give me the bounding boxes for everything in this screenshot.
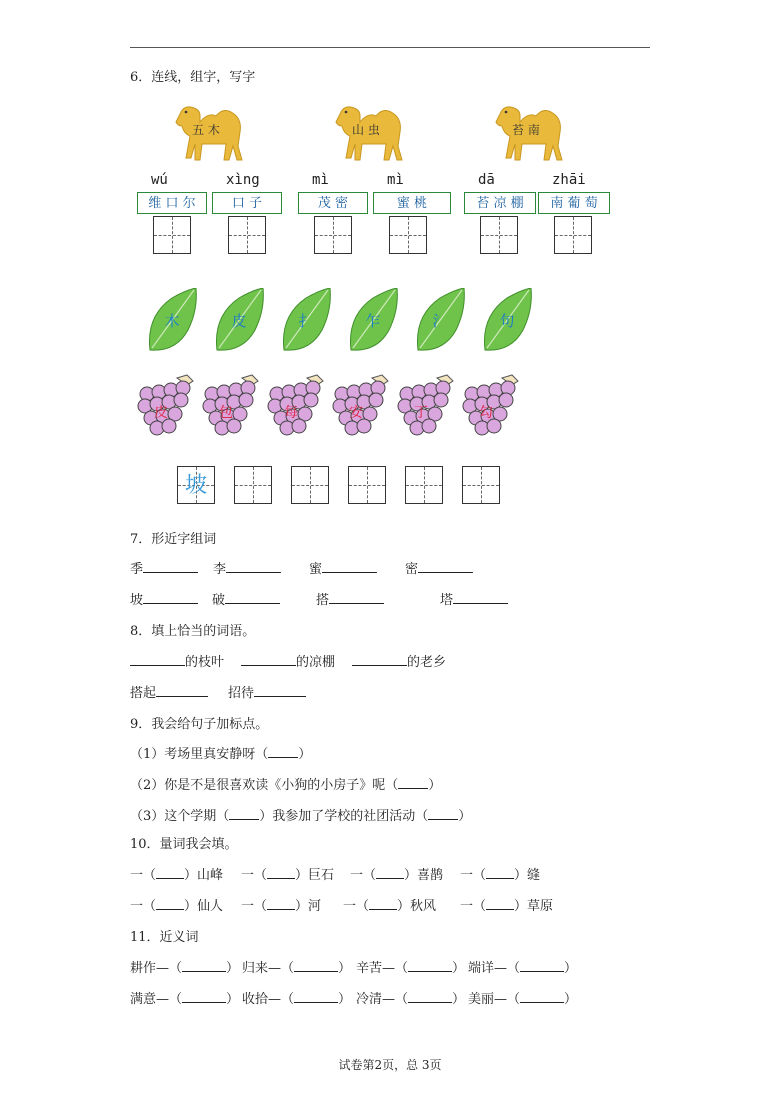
leaf-char: 皮 (231, 312, 247, 330)
noun-text: 仙人 (197, 899, 224, 914)
writing-grid[interactable] (153, 216, 191, 254)
noun-text: 喜鹊 (417, 868, 444, 883)
measure-word-item (460, 864, 540, 883)
camel-chars: 苔 南 (512, 123, 540, 137)
close-text: ） (184, 868, 198, 883)
sentence-text: ） (298, 747, 312, 762)
prefix-text: 一（ (241, 899, 268, 914)
measure-word-item (350, 864, 443, 883)
punctuation-sentence (130, 774, 441, 793)
grape-char: 包 (219, 405, 233, 421)
word-text: 归来—（ (242, 961, 295, 976)
word-pair (316, 589, 384, 608)
answer-blank[interactable] (143, 560, 198, 573)
phrase-text: 的老乡 (407, 655, 447, 670)
writing-grid[interactable] (405, 466, 443, 504)
fill-phrase (130, 651, 224, 670)
measure-word-item (241, 864, 334, 883)
sample-char: 坡 (184, 473, 207, 498)
word-text: 收拾—（ (242, 992, 295, 1007)
answer-blank[interactable] (520, 959, 564, 972)
measure-word-item (130, 864, 223, 883)
word-box[interactable]: 维 口 尔 (137, 192, 207, 214)
writing-grid[interactable] (462, 466, 500, 504)
close-text: ） (452, 961, 466, 976)
answer-blank[interactable] (329, 591, 384, 604)
writing-grid[interactable] (177, 466, 215, 504)
phrase-text: 的枝叶 (185, 655, 225, 670)
synonym-item (356, 988, 465, 1007)
answer-blank[interactable] (322, 560, 377, 573)
prefix-text: 一（ (460, 868, 487, 883)
close-text: ） (226, 992, 240, 1007)
sentence-text: （3）这个学期（ (130, 809, 230, 824)
grape-char: 皮 (154, 405, 168, 421)
close-text: ） (295, 868, 309, 883)
leaf-char: 句 (499, 312, 515, 330)
answer-blank[interactable] (408, 959, 452, 972)
writing-grid[interactable] (389, 216, 427, 254)
close-text: ） (514, 868, 528, 883)
page-footer: 试卷第2页，总 3页 (338, 1058, 442, 1072)
answer-blank[interactable] (254, 684, 306, 697)
noun-text: 秋风 (410, 899, 437, 914)
answer-blank[interactable] (267, 866, 295, 879)
answer-blank[interactable] (376, 866, 404, 879)
measure-word-item (130, 895, 223, 914)
answer-blank[interactable] (226, 560, 281, 573)
word-pair (130, 558, 198, 577)
answer-blank[interactable] (225, 591, 280, 604)
fill-phrase (228, 682, 306, 701)
leaf-char: 扌 (298, 312, 314, 330)
q9-title: 9．我会给句子加标点。 (130, 717, 269, 732)
q10-title: 10．量词我会填。 (130, 837, 238, 852)
word-pair (213, 558, 281, 577)
synonym-item (468, 988, 577, 1007)
given-char: 密 (405, 562, 419, 577)
punctuation-sentence (130, 743, 311, 762)
prefix-text: 一（ (350, 868, 377, 883)
prefix-text: 一（ (130, 899, 157, 914)
close-text: ） (338, 992, 352, 1007)
word-text: 辛苦—（ (356, 961, 409, 976)
leaf-char: 木 (164, 312, 180, 330)
word-text: 耕作—（ (130, 961, 183, 976)
writing-grid[interactable] (480, 216, 518, 254)
word-pair (440, 589, 508, 608)
close-text: ） (404, 868, 418, 883)
word-pair (309, 558, 377, 577)
writing-grid[interactable] (554, 216, 592, 254)
answer-blank[interactable] (241, 653, 296, 666)
given-char: 坡 (130, 593, 144, 608)
answer-blank[interactable] (156, 684, 208, 697)
answer-blank[interactable] (352, 653, 407, 666)
synonym-item (130, 988, 239, 1007)
answer-blank[interactable] (428, 807, 458, 820)
grape-char: 每 (284, 405, 298, 421)
pinyin-label: dā (478, 172, 495, 188)
measure-word-item (343, 895, 436, 914)
sentence-text: （1）考场里真安静呀（ (130, 747, 269, 762)
answer-blank[interactable] (156, 897, 184, 910)
answer-blank[interactable] (418, 560, 473, 573)
answer-blank[interactable] (486, 866, 514, 879)
answer-blank[interactable] (267, 897, 295, 910)
synonym-item (242, 957, 351, 976)
given-char: 李 (213, 562, 227, 577)
measure-word-item (241, 895, 321, 914)
synonym-item (468, 957, 577, 976)
pinyin-label: xìng (226, 172, 260, 188)
fill-phrase (241, 651, 335, 670)
pinyin-label: mì (312, 172, 329, 188)
fill-phrase (130, 682, 208, 701)
grape-char: 安 (349, 405, 363, 421)
word-box[interactable]: 苔 凉 棚 (464, 192, 536, 214)
sentence-text: ） (428, 778, 442, 793)
writing-grid[interactable] (314, 216, 352, 254)
close-text: ） (338, 961, 352, 976)
close-text: ） (397, 899, 411, 914)
answer-blank[interactable] (156, 866, 184, 879)
answer-blank[interactable] (520, 990, 564, 1003)
fill-phrase (352, 651, 446, 670)
answer-blank[interactable] (486, 897, 514, 910)
word-text: 冷清—（ (356, 992, 409, 1007)
writing-grid[interactable] (348, 466, 386, 504)
top-rule (130, 47, 650, 48)
noun-text: 河 (308, 899, 322, 914)
sentence-text: ）我参加了学校的社团活动（ (259, 809, 429, 824)
word-text: 美丽—（ (468, 992, 521, 1007)
noun-text: 草原 (527, 899, 554, 914)
noun-text: 山峰 (197, 868, 224, 883)
answer-blank[interactable] (229, 807, 259, 820)
noun-text: 缝 (527, 868, 541, 883)
q11-title: 11．近义词 (130, 930, 199, 945)
q8-title: 8．填上恰当的词语。 (130, 624, 256, 639)
answer-blank[interactable] (143, 591, 198, 604)
answer-blank[interactable] (294, 959, 338, 972)
prefix-text: 一（ (343, 899, 370, 914)
leaf-char: 氵 (432, 312, 448, 330)
q7-title: 7．形近字组词 (130, 532, 217, 547)
synonym-item (356, 957, 465, 976)
word-text: 满意—（ (130, 992, 183, 1007)
phrase-text: 招待 (228, 686, 255, 701)
prefix-text: 一（ (130, 868, 157, 883)
word-pair (212, 589, 280, 608)
answer-blank[interactable] (268, 745, 298, 758)
leaf-char: 乍 (365, 312, 381, 330)
answer-blank[interactable] (294, 990, 338, 1003)
prefix-text: 一（ (241, 868, 268, 883)
answer-blank[interactable] (408, 990, 452, 1003)
word-text: 端详—（ (468, 961, 521, 976)
prefix-text: 一（ (460, 899, 487, 914)
answer-blank[interactable] (453, 591, 508, 604)
answer-blank[interactable] (369, 897, 397, 910)
word-box[interactable]: 口 子 (212, 192, 282, 214)
close-text: ） (514, 899, 528, 914)
phrase-text: 搭起 (130, 686, 157, 701)
sentence-text: （2）你是不是很喜欢读《小狗的小房子》呢（ (130, 778, 399, 793)
answer-blank[interactable] (182, 990, 226, 1003)
close-text: ） (226, 961, 240, 976)
close-text: ） (295, 899, 309, 914)
pinyin-label: wú (151, 172, 168, 188)
synonym-item (130, 957, 239, 976)
pinyin-label: mì (387, 172, 404, 188)
given-char: 季 (130, 562, 144, 577)
writing-grid[interactable] (234, 466, 272, 504)
word-box[interactable]: 蜜 桃 (373, 192, 451, 214)
word-pair (130, 589, 198, 608)
given-char: 搭 (316, 593, 330, 608)
q6-title: 6．连线，组字，写字 (130, 70, 256, 85)
answer-blank[interactable] (182, 959, 226, 972)
writing-grid[interactable] (291, 466, 329, 504)
synonym-item (242, 988, 351, 1007)
measure-word-item (460, 895, 553, 914)
grape-char: 勾 (479, 405, 493, 421)
given-char: 塔 (440, 593, 454, 608)
close-text: ） (184, 899, 198, 914)
sentence-text: ） (458, 809, 472, 824)
word-box[interactable]: 茂 密 (298, 192, 368, 214)
close-text: ） (452, 992, 466, 1007)
writing-grid[interactable] (228, 216, 266, 254)
answer-blank[interactable] (130, 653, 185, 666)
grape-char: 丁 (414, 405, 428, 421)
phrase-text: 的凉棚 (296, 655, 336, 670)
noun-text: 巨石 (308, 868, 335, 883)
close-text: ） (564, 961, 578, 976)
given-char: 破 (212, 593, 226, 608)
word-box[interactable]: 南 葡 萄 (538, 192, 610, 214)
close-text: ） (564, 992, 578, 1007)
pinyin-label: zhāi (552, 172, 586, 188)
word-pair (405, 558, 473, 577)
answer-blank[interactable] (398, 776, 428, 789)
camel-chars: 山 虫 (352, 123, 380, 137)
punctuation-sentence (130, 805, 471, 824)
camel-chars: 五 木 (192, 123, 220, 137)
given-char: 蜜 (309, 562, 323, 577)
